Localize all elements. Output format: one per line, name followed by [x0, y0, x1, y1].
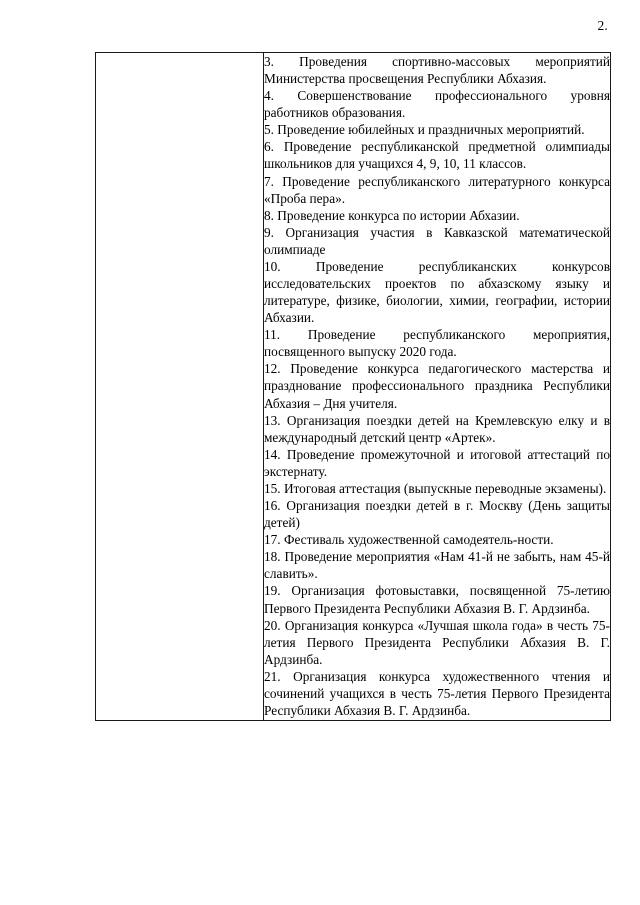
list-item: 8. Проведение конкурса по истории Абхазии.	[264, 207, 520, 223]
table-row	[96, 53, 611, 721]
list-item: 7. Проведение республиканского литературного конкурса «Проба пера».	[264, 173, 610, 206]
list-item: 18. Проведение мероприятия «Нам 41-й не забыть, нам 45-й славить».	[264, 549, 610, 582]
list-item: 17. Фестиваль художественной самодеятель-ности.	[264, 532, 554, 548]
list-item: 3. Проведения спортивно-массовых мероприятий Министерства просвещения Республики Абхазия.	[264, 54, 610, 87]
list-item: 19. Организация фотовыставки, посвященной 75-летию Первого Президента Республики Абхазия В. Г. Ардзинба.	[264, 583, 610, 616]
list-item: 21. Организация конкурса художественного чтения и сочинений учащихся в честь 75-летия Первого Президента Республики Абхазия В. Г. Ардзинба.	[264, 668, 610, 718]
list-item: 13. Организация поездки детей на Кремлевскую елку и в международный детский центр «Артек».	[264, 412, 610, 445]
list-item: 16. Организация поездки детей в г. Москву (День защиты детей)	[264, 498, 610, 531]
list-item: 15. Итоговая аттестация (выпускные переводные экзамены).	[264, 480, 607, 496]
table-cell-right	[264, 53, 611, 721]
page-number: 2.	[597, 18, 608, 33]
table-cell-left	[96, 53, 264, 721]
list-item: 20. Организация конкурса «Лучшая школа года» в честь 75-летия Первого Президента Республики Абхазия В. Г. Ардзинба.	[264, 617, 610, 667]
content-table-wrapper	[95, 52, 608, 721]
list-item: 6. Проведение республиканской предметной олимпиады школьников для учащихся 4, 9, 10, 11 классов.	[264, 139, 610, 172]
list-item: 11. Проведение республиканского мероприятия, посвященного выпуску 2020 года.	[264, 327, 610, 360]
list-item: 10. Проведение республиканских конкурсов исследовательских проектов по абхазскому языку и литературе, физике, биологии, химии, географии, истории Абхазии.	[264, 258, 610, 326]
list-item: 12. Проведение конкурса педагогического мастерства и празднование профессионального праздника Республики Абхазия – Дня учителя.	[264, 361, 610, 411]
list-item: 4. Совершенствование профессионального уровня работников образования.	[264, 88, 610, 121]
activity-list	[264, 53, 610, 719]
list-item: 14. Проведение промежуточной и итоговой аттестаций по экстернату.	[264, 446, 610, 479]
content-table	[95, 52, 611, 721]
list-item: 5. Проведение юбилейных и праздничных мероприятий.	[264, 122, 585, 138]
list-item: 9. Организация участия в Кавказской математической олимпиаде	[264, 224, 610, 257]
